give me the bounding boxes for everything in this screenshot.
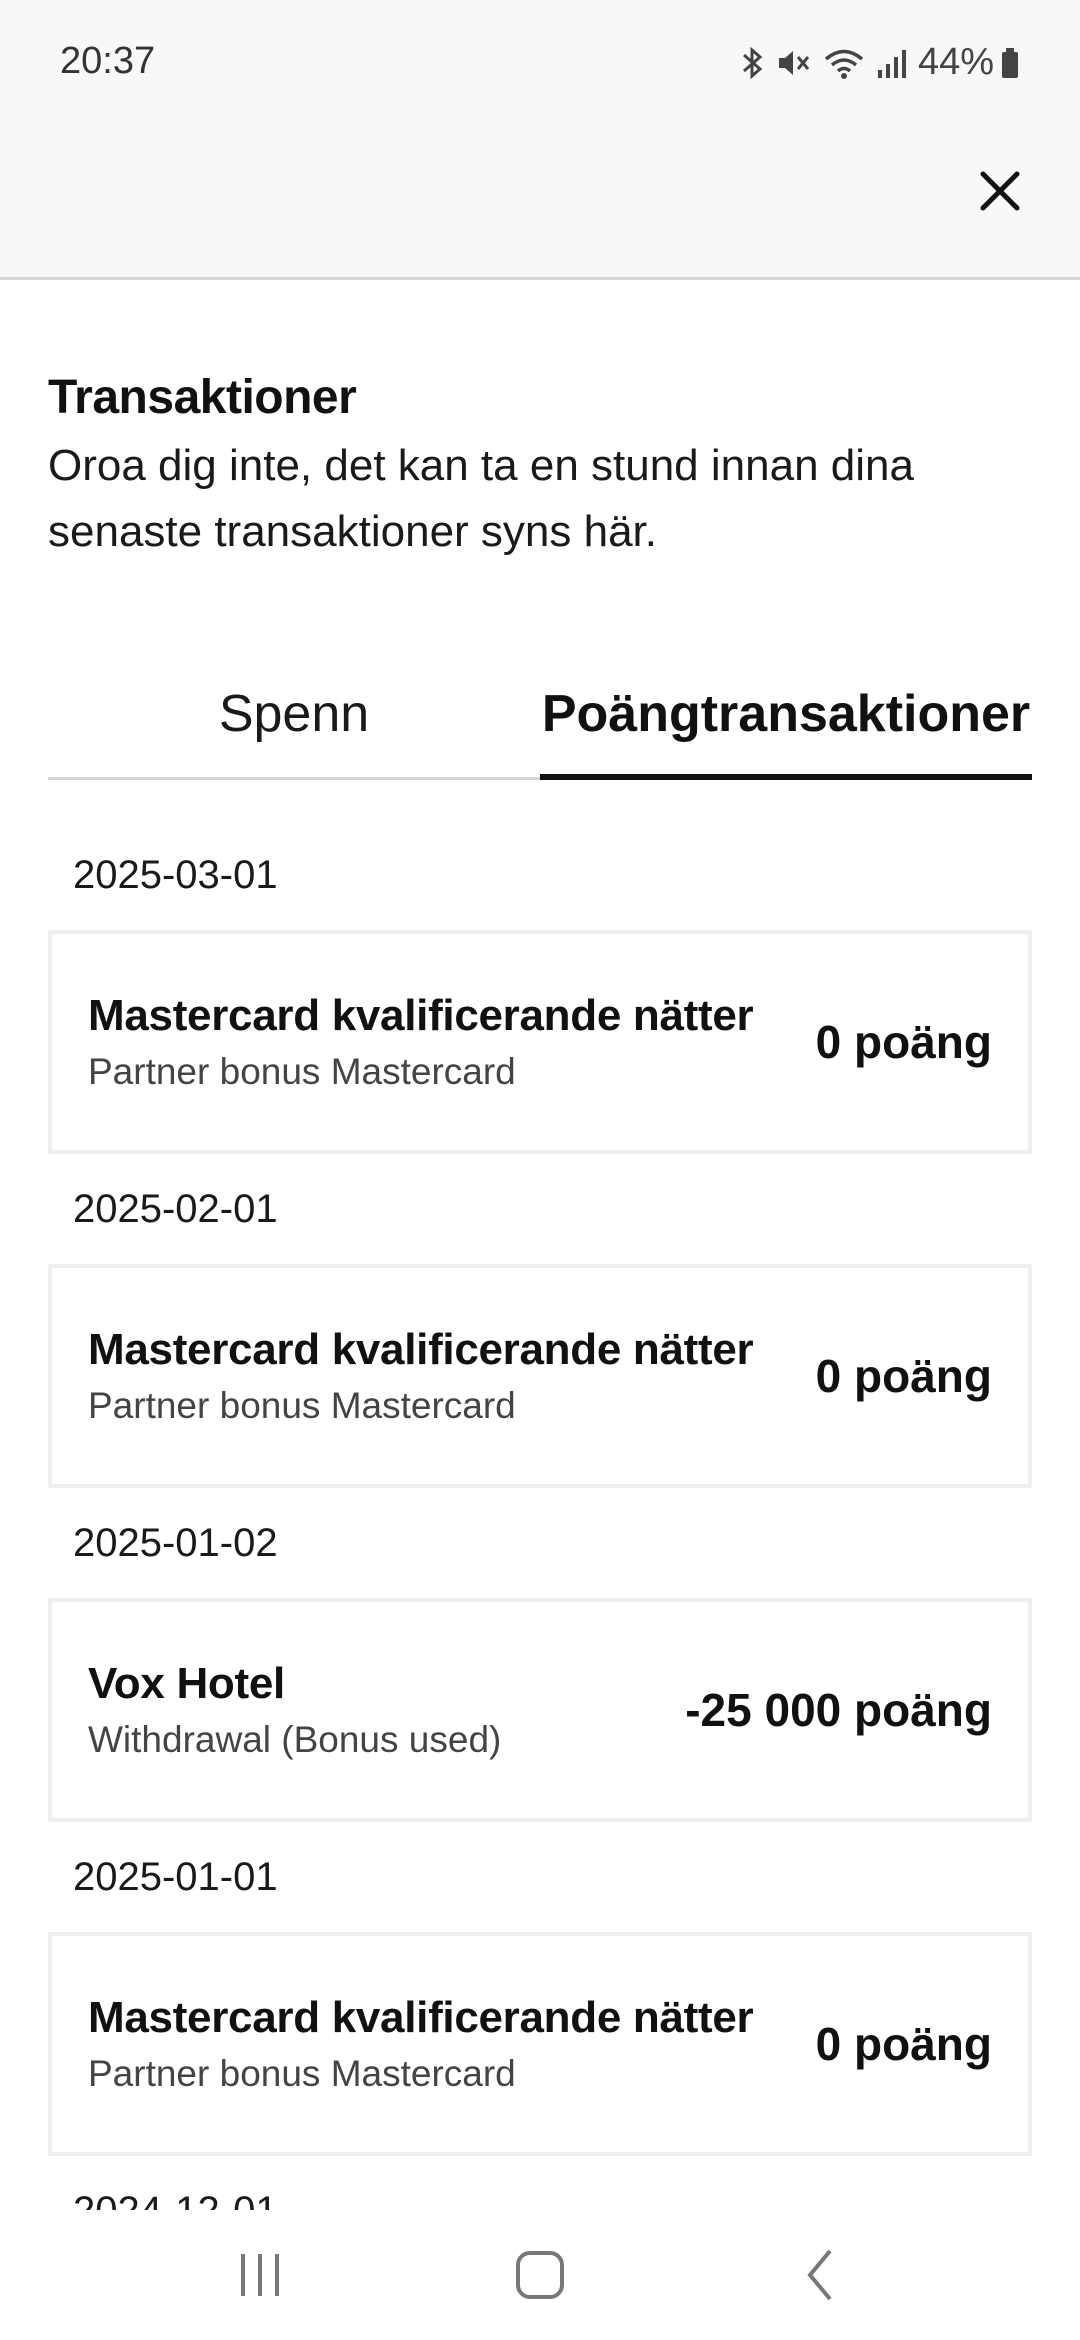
transaction-date: 2025-03-01: [73, 852, 278, 897]
home-button[interactable]: [480, 2225, 600, 2325]
close-icon: [978, 169, 1022, 213]
recent-apps-icon: [235, 2250, 285, 2300]
transaction-card[interactable]: [48, 1264, 1032, 1488]
transaction-date: 2025-02-01: [73, 1186, 278, 1231]
transaction-date: 2025-01-01: [73, 1854, 278, 1899]
status-bar: [0, 0, 1080, 125]
system-nav-bar: [0, 2210, 1080, 2340]
tab-poangtransaktioner[interactable]: Poängtransaktioner: [540, 650, 1032, 777]
battery-percent: 44%: [917, 41, 994, 83]
back-button[interactable]: [760, 2225, 880, 2325]
transaction-amount: 0 poäng: [815, 2018, 992, 2070]
battery: [918, 41, 1020, 84]
signal-icon: [876, 46, 908, 80]
bluetooth-icon: [740, 46, 766, 80]
back-icon: [802, 2247, 838, 2303]
transaction-title: Mastercard kvalificerande nätter: [88, 991, 754, 1040]
top-bar: [0, 125, 1080, 280]
transaction-subtitle: Partner bonus Mastercard: [88, 1385, 516, 1426]
transaction-subtitle: Partner bonus Mastercard: [88, 1051, 516, 1092]
transaction-amount: 0 poäng: [815, 1016, 992, 1068]
transaction-date: 2025-01-02: [73, 1520, 278, 1565]
battery-icon: [1000, 46, 1020, 80]
transaction-subtitle: Withdrawal (Bonus used): [88, 1719, 502, 1760]
tab-spenn[interactable]: Spenn: [218, 684, 370, 743]
transaction-title: Mastercard kvalificerande nätter: [88, 1993, 754, 2042]
tab-bar: [48, 650, 1032, 780]
transaction-amount: -25 000 poäng: [685, 1684, 992, 1736]
transaction-subtitle: Partner bonus Mastercard: [88, 2053, 516, 2094]
status-icons: [740, 41, 1020, 84]
transaction-title: Mastercard kvalificerande nätter: [88, 1325, 754, 1374]
status-time: 20:37: [60, 40, 156, 82]
transaction-card[interactable]: [48, 1598, 1032, 1822]
page-subtitle: Oroa dig inte, det kan ta en stund innan dina senaste transaktioner syns här.: [48, 441, 914, 556]
recent-apps-button[interactable]: [200, 2225, 320, 2325]
transaction-amount: 0 poäng: [815, 1350, 992, 1402]
transaction-title: Vox Hotel: [88, 1659, 285, 1708]
close-button[interactable]: [964, 155, 1036, 227]
mute-icon: [776, 46, 812, 80]
transaction-card[interactable]: [48, 1932, 1032, 2156]
page-title: Transaktioner: [48, 371, 357, 424]
transaction-list: [48, 820, 1032, 2266]
wifi-icon: [822, 46, 866, 80]
header: [48, 370, 1038, 565]
home-icon: [514, 2249, 566, 2301]
transaction-card[interactable]: [48, 930, 1032, 1154]
